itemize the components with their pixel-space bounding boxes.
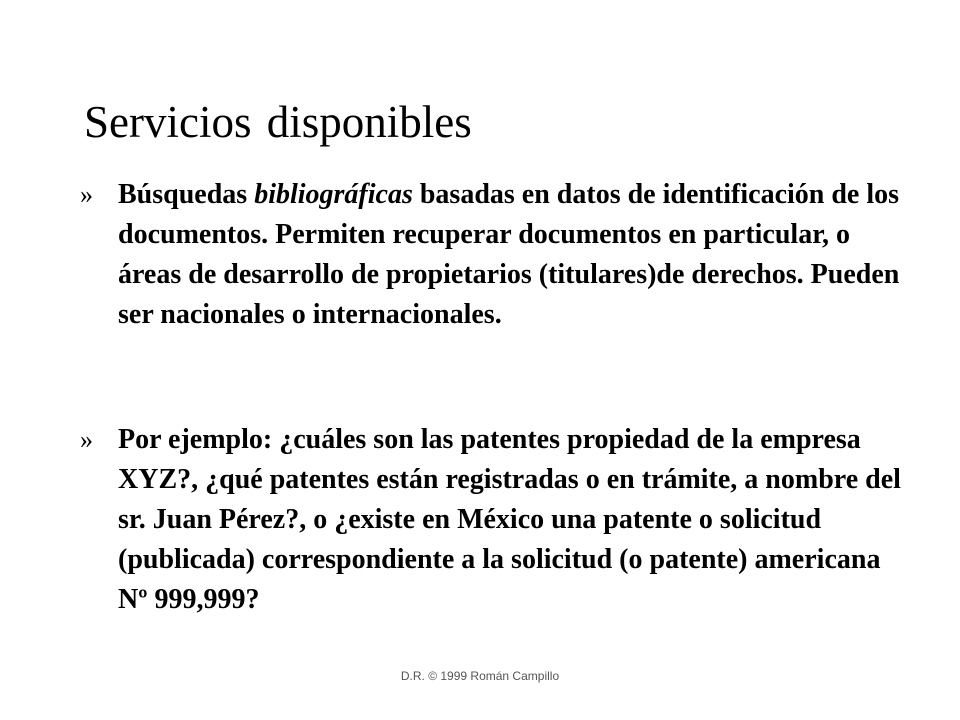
bullet-marker: » (80, 425, 93, 454)
bullet-text: Por ejemplo: ¿cuáles son las patentes propiedad de la empresa XYZ?, ¿qué patentes están registradas o en trámite, a nombre del sr. Juan Pérez?, o ¿existe en México una patente o solicitud (publicada) correspondiente a la solicitud (o patente) americana Nº 999,999? (118, 424, 901, 615)
bullet-text-lead: Búsquedas (118, 179, 255, 210)
footer-copyright: D.R. © 1999 Román Campillo (400, 669, 560, 683)
bullet-item (80, 420, 910, 620)
bullet-text (118, 175, 910, 335)
bullet-item (80, 175, 910, 335)
bullet-marker: » (80, 180, 93, 209)
bullet-text-rest: basadas en datos de identificación de los documentos. Permiten recuperar documentos en particular, o áreas de desarrollo de propietarios (titulares)de derechos. Pueden ser nacionales o internacionales. (118, 179, 900, 330)
slide-title: Servicios disponibles (84, 97, 472, 147)
bullet-text-emphasis: bibliográficas (254, 179, 413, 210)
